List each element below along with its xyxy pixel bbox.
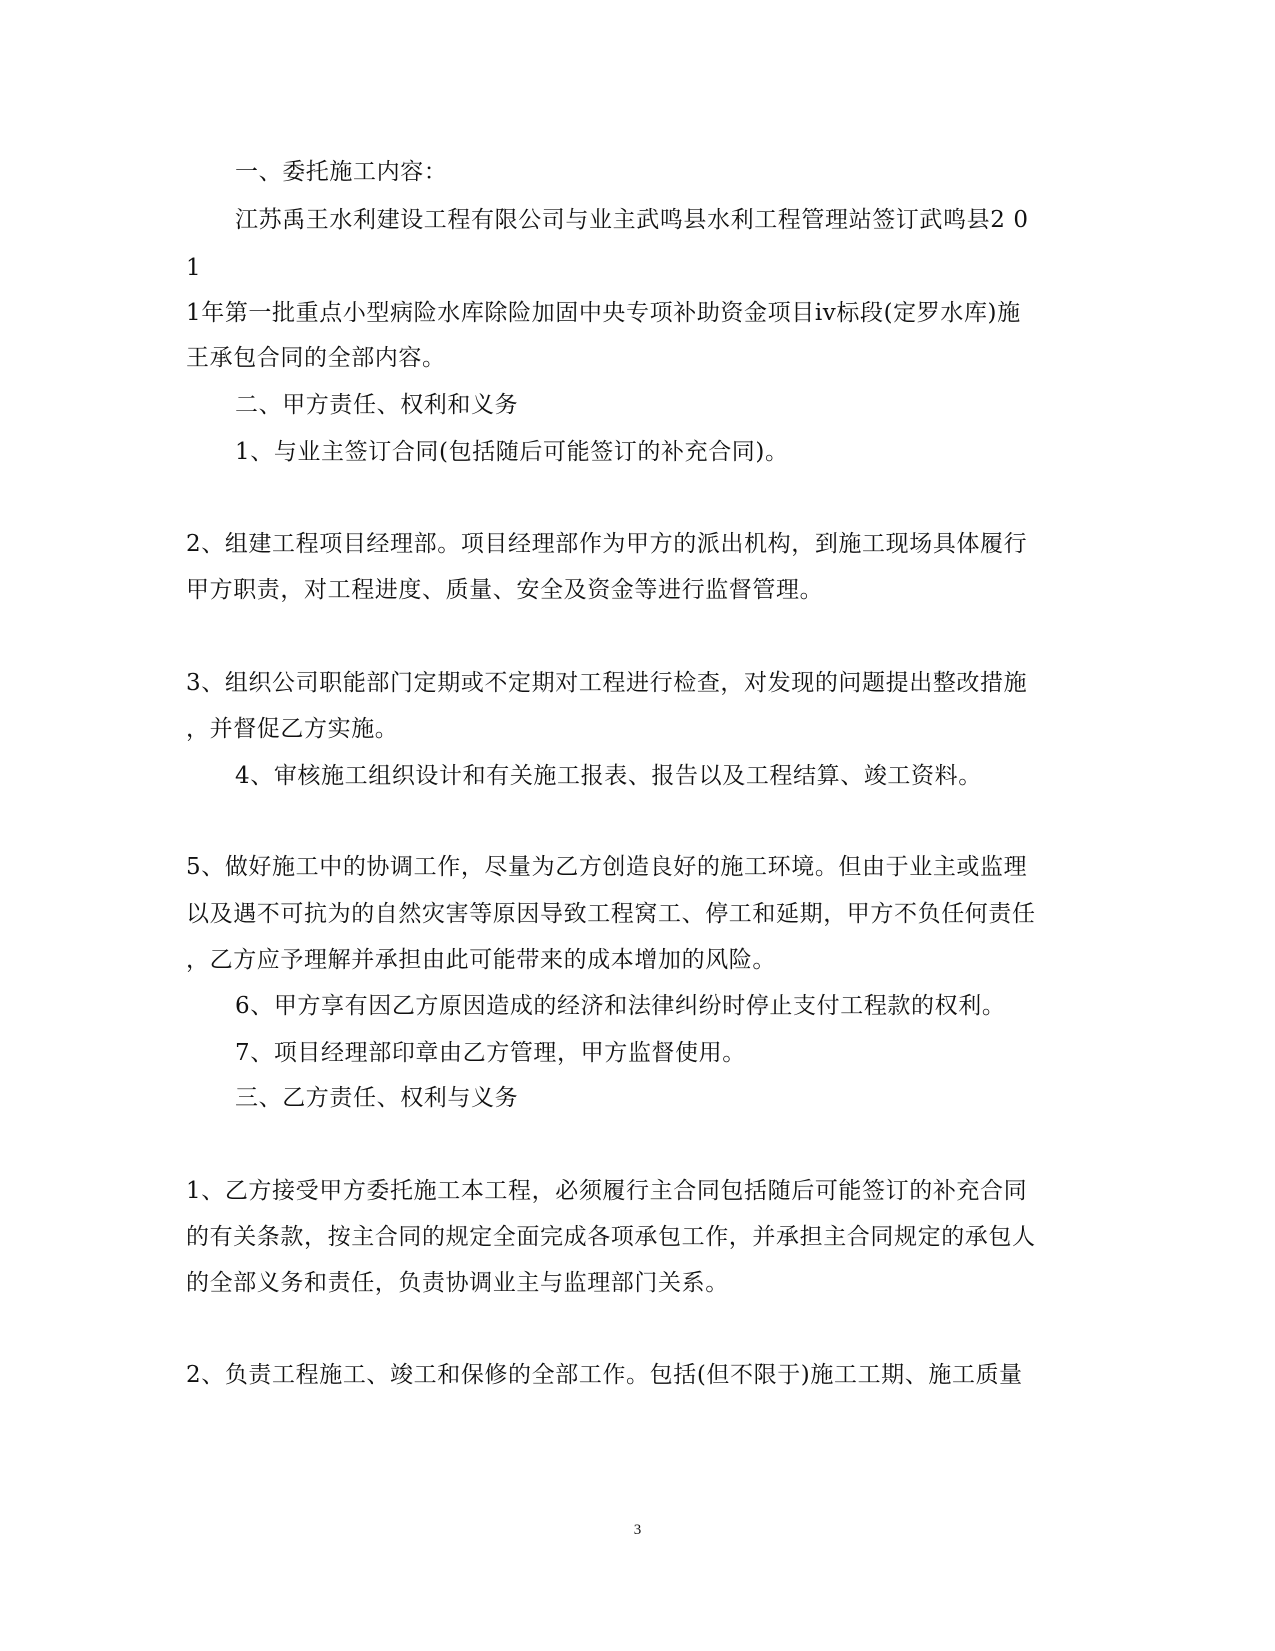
paragraph-line: ，乙方应予理解并承担由此可能带来的成本增加的风险。 <box>186 947 776 973</box>
paragraph-line: 1 <box>186 255 202 281</box>
page-number: 3 <box>633 1522 642 1538</box>
paragraph-line: 的全部义务和责任，负责协调业主与监理部门关系。 <box>186 1270 729 1296</box>
section-heading-1: 一、委托施工内容： <box>235 159 448 185</box>
paragraph-line: 3、组织公司职能部门定期或不定期对工程进行检查，对发现的问题提出整改措施 <box>186 670 1028 696</box>
paragraph-line: 1、与业主签订合同(包括随后可能签订的补充合同)。 <box>235 439 789 465</box>
paragraph-line: 7、项目经理部印章由乙方管理，甲方监督使用。 <box>235 1040 746 1066</box>
paragraph-line: 王承包合同的全部内容。 <box>186 345 446 371</box>
section-heading-2: 二、甲方责任、权利和义务 <box>235 392 519 418</box>
paragraph-line: 2、组建工程项目经理部。项目经理部作为甲方的派出机构，到施工现场具体履行 <box>186 531 1028 557</box>
paragraph-line: ，并督促乙方实施。 <box>186 716 399 742</box>
paragraph-line: 的有关条款，按主合同的规定全面完成各项承包工作，并承担主合同规定的承包人 <box>186 1224 1036 1250</box>
paragraph-line: 甲方职责，对工程进度、质量、安全及资金等进行监督管理。 <box>186 577 824 603</box>
paragraph-line: 6、甲方享有因乙方原因造成的经济和法律纠纷时停止支付工程款的权利。 <box>235 993 1006 1019</box>
paragraph-line: 2、负责工程施工、竣工和保修的全部工作。包括(但不限于)施工工期、施工质量 <box>186 1362 1023 1388</box>
paragraph-line: 江苏禹王水利建设工程有限公司与业主武鸣县水利工程管理站签订武鸣县2 0 <box>235 207 1029 233</box>
section-heading-3: 三、乙方责任、权利与义务 <box>235 1085 519 1111</box>
paragraph-line: 以及遇不可抗为的自然灾害等原因导致工程窝工、停工和延期，甲方不负任何责任 <box>186 901 1036 927</box>
paragraph-line: 1、乙方接受甲方委托施工本工程，必须履行主合同包括随后可能签订的补充合同 <box>186 1178 1028 1204</box>
paragraph-line: 4、审核施工组织设计和有关施工报表、报告以及工程结算、竣工资料。 <box>235 763 982 789</box>
paragraph-line: 1年第一批重点小型病险水库除险加固中央专项补助资金项目iv标段(定罗水库)施 <box>186 300 1021 326</box>
paragraph-line: 5、做好施工中的协调工作，尽量为乙方创造良好的施工环境。但由于业主或监理 <box>186 854 1028 880</box>
